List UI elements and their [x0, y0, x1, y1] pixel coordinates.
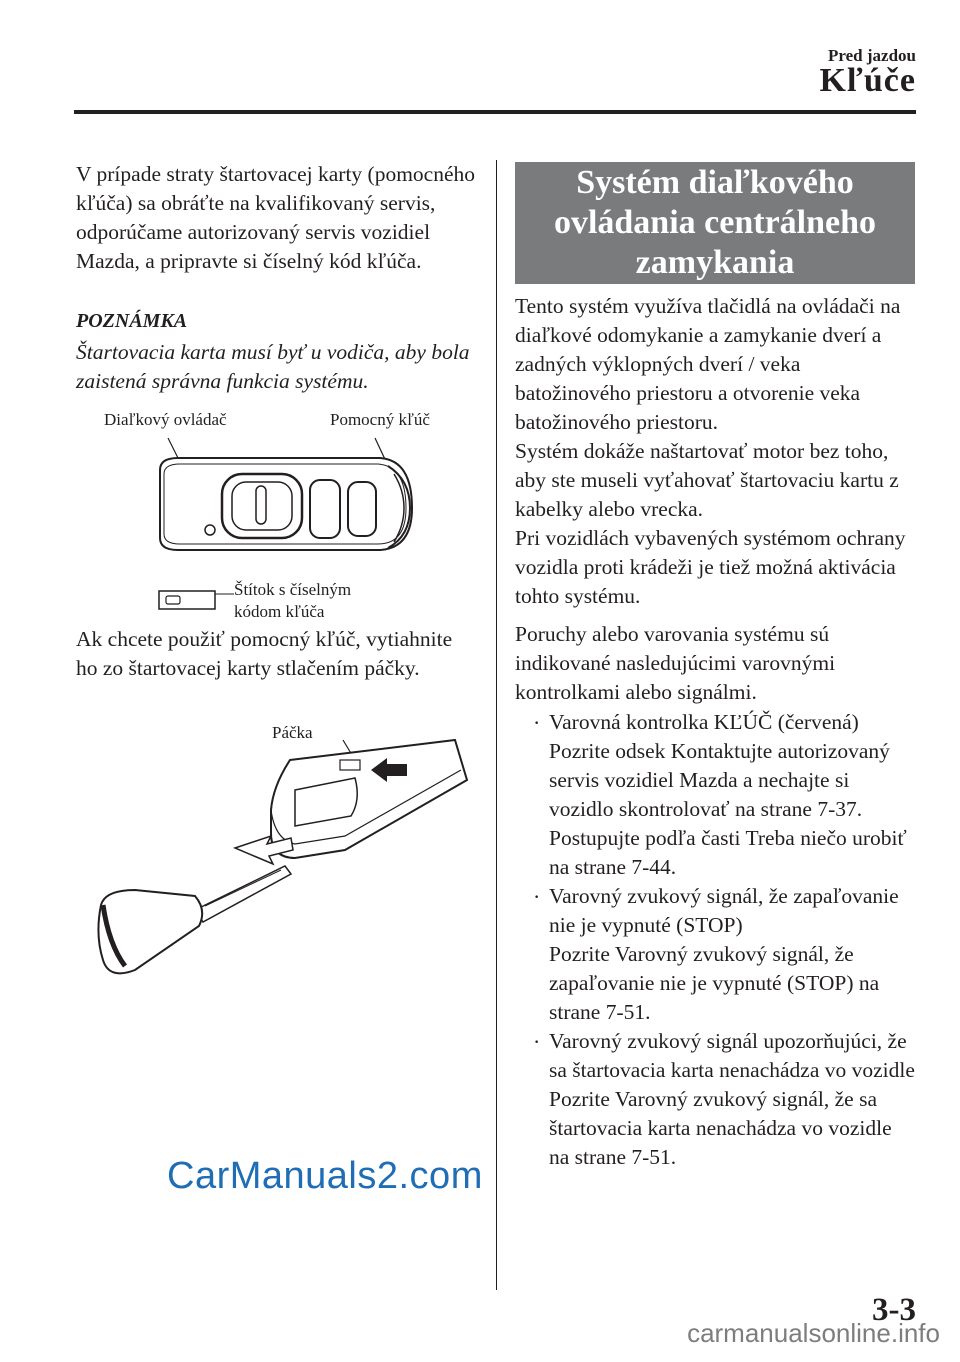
code-tag-illustration: [158, 588, 238, 612]
faults-text: Poruchy alebo varovania systému sú indikované nasledujúcimi varovnými kontrolkami alebo signálmi.: [515, 622, 836, 704]
note-title: POZNÁMKA: [76, 310, 188, 332]
watermark: CarManuals2.com: [167, 1155, 483, 1197]
bullet-title: Varovný zvukový signál, že zapaľovanie nie je vypnuté (STOP): [549, 884, 899, 937]
list-item: [515, 1027, 917, 1172]
note-text: Štartovacia karta musí byť u vodiča, aby bola zaistená správna funkcia systému.: [76, 340, 470, 393]
list-item: [515, 708, 917, 882]
column-divider: [496, 160, 497, 1290]
warning-list: [515, 708, 917, 1172]
paragraph-aux-key: Ak chcete použiť pomocný kľúč, vytiahnite ho zo štartovacej karty stlačením páčky.: [76, 627, 453, 680]
bullet-title: Varovný zvukový signál upozorňujúci, že sa štartovacia karta nenachádza vo vozidle: [549, 1029, 915, 1082]
bullet-text: Pozrite odsek Kontaktujte autorizovaný servis vozidiel Mazda a nechajte si vozidlo skontrolovať na strane 7-37.: [549, 739, 890, 821]
intro-line-2: Systém dokáže naštartovať motor bez toho, aby ste museli vyťahovať štartovaciu kartu z kabelky alebo vrecka.: [515, 439, 899, 521]
label-remote: Diaľkový ovládač: [104, 410, 227, 429]
bullet-title: Varovná kontrolka KĽÚČ (červená): [549, 710, 859, 734]
bullet-text: Pozrite Varovný zvukový signál, že zapaľovanie nie je vypnuté (STOP) na strane 7-51.: [549, 942, 880, 1024]
key-extraction-illustration: [95, 740, 475, 990]
bullet-icon: ·: [533, 1029, 541, 1054]
list-item: [515, 882, 917, 1027]
bullet-text: Pozrite Varovný zvukový signál, že sa štartovacia karta nenachádza vo vozidle na strane 7-51.: [549, 1087, 892, 1169]
page-title: Kľúče: [819, 62, 916, 99]
bullet-text: Postupujte podľa časti Treba niečo urobiť na strane 7-44.: [549, 826, 907, 879]
bullet-icon: ·: [533, 884, 541, 909]
key-card-illustration: [150, 430, 420, 560]
header-section: Pred jazdou: [828, 46, 916, 65]
intro-text: [515, 292, 917, 611]
intro-line-3: Pri vozidlách vybavených systémom ochrany vozidla proti krádeži je tiež možná aktivácia tohto systému.: [515, 526, 906, 608]
bullet-icon: ·: [533, 710, 541, 735]
section-title-box: [515, 162, 915, 284]
intro-line-1: Tento systém využíva tlačidlá na ovládači na diaľkové odomykanie a zamykanie dverí a zadných výklopných dverí / veka batožinového priestoru a otvorenie veka batožinového priestoru.: [515, 294, 901, 434]
label-tag-line1: Štítok s číselným: [234, 580, 352, 599]
label-aux-key: Pomocný kľúč: [330, 410, 430, 429]
section-title: Systém diaľkového ovládania centrálneho zamykania: [553, 164, 877, 281]
page-number: 3-3: [872, 1292, 916, 1328]
footer-site: carmanualsonline.info: [687, 1318, 940, 1348]
label-tag-line2: kódom kľúča: [234, 602, 325, 621]
label-lever: Páčka: [272, 723, 313, 742]
header-rule: [74, 110, 916, 114]
paragraph-lost-card: V prípade straty štartovacej karty (pomocného kľúča) sa obráťte na kvalifikovaný servis, odporúčame autorizovaný servis vozidiel Mazda, a pripravte si číselný kód kľúča.: [76, 162, 476, 273]
